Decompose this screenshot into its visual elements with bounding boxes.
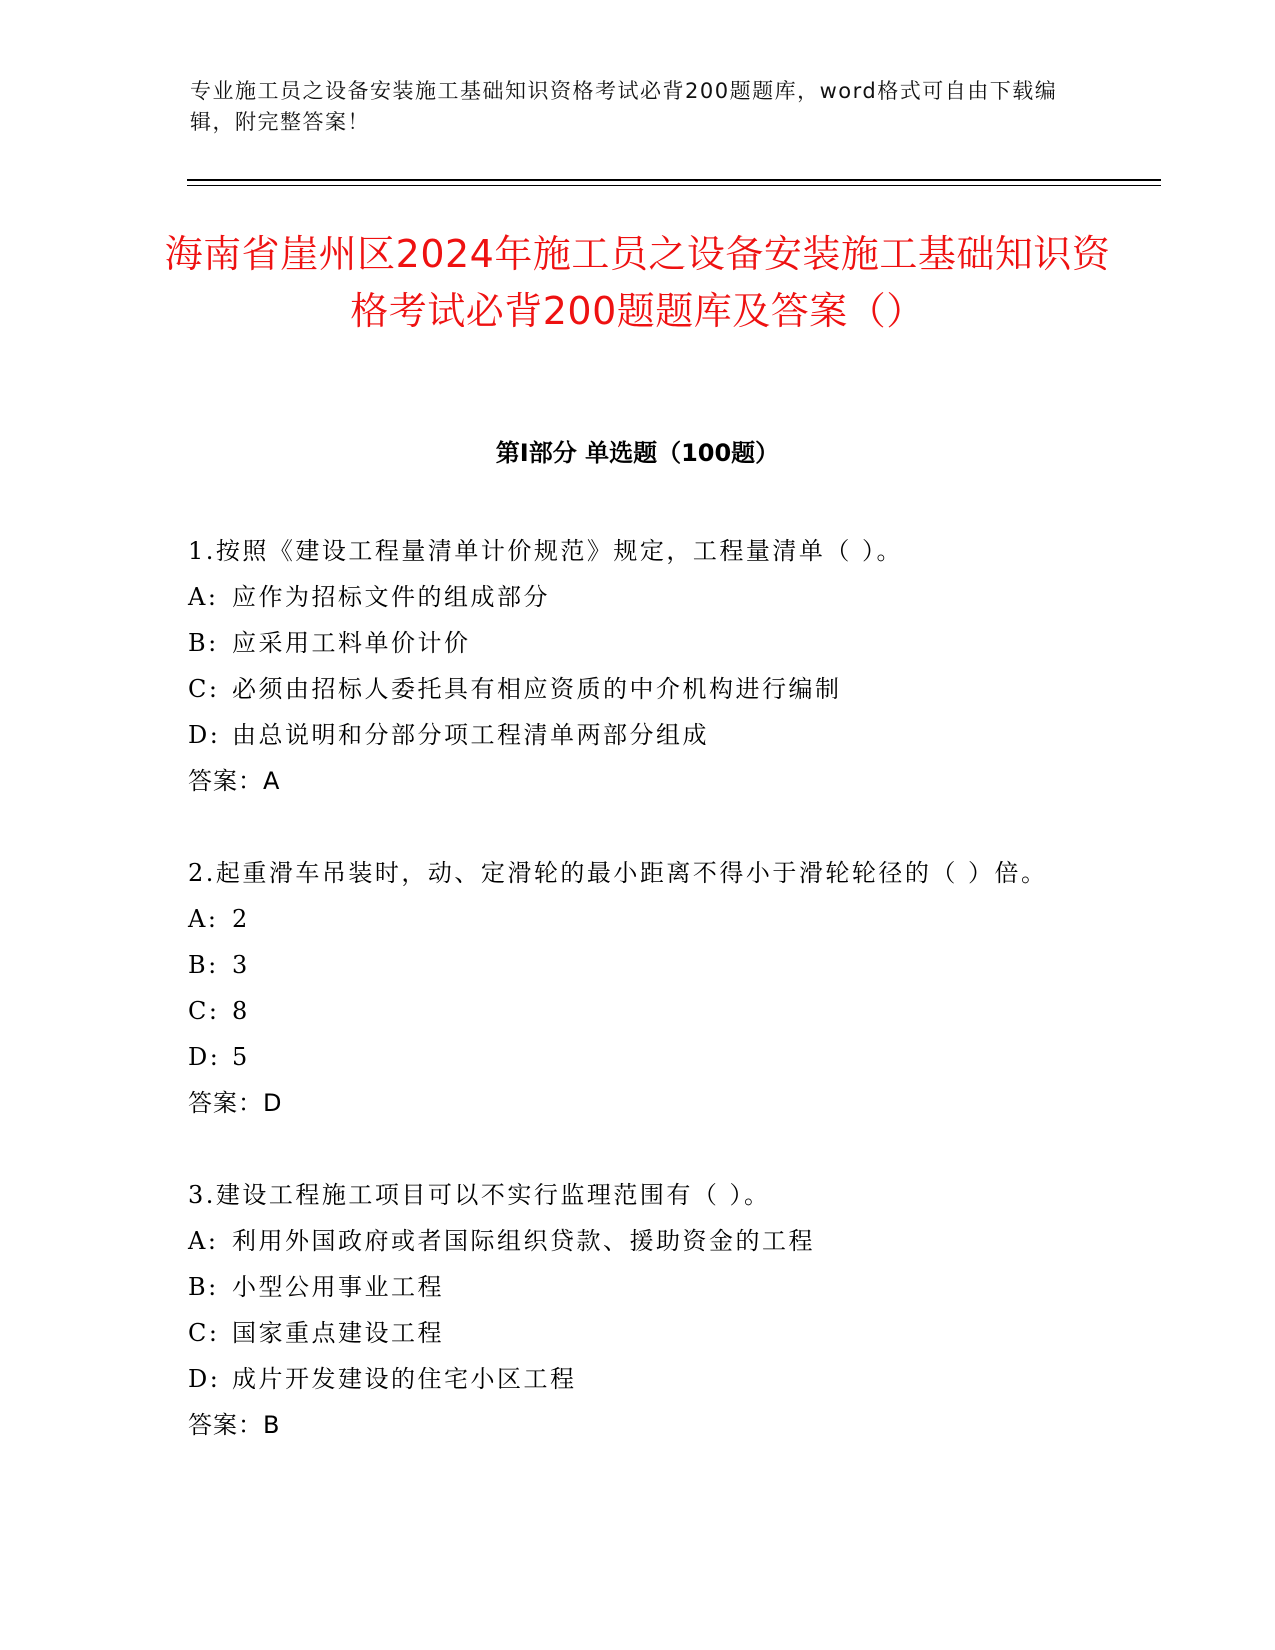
- option-text: 必须由招标人委托具有相应资质的中介机构进行编制: [232, 675, 842, 703]
- question-stem: 1.按照《建设工程量清单计价规范》规定，工程量清单（ ）。: [188, 537, 904, 565]
- question-1: [188, 528, 1088, 804]
- header-divider-thin: [187, 185, 1161, 186]
- option-text: 由总说明和分部分项工程清单两部分组成: [232, 721, 709, 749]
- option-letter: A:: [188, 583, 219, 611]
- option-d: [188, 1034, 1088, 1080]
- header-divider-thick: [187, 179, 1161, 181]
- option-letter: B:: [188, 629, 219, 657]
- section-heading: 第Ⅰ部分 单选题（100题）: [495, 439, 780, 467]
- question-3: [188, 1172, 1088, 1448]
- option-text: 国家重点建设工程: [232, 1319, 444, 1347]
- option-letter: D:: [188, 721, 221, 749]
- option-text: 5: [232, 1043, 250, 1071]
- option-letter: A:: [188, 905, 219, 933]
- option-text: 应作为招标文件的组成部分: [232, 583, 550, 611]
- option-c: [188, 1310, 1088, 1356]
- answer-line: 答案：D: [188, 1089, 283, 1117]
- option-a: [188, 574, 1088, 620]
- option-c: [188, 988, 1088, 1034]
- option-d: [188, 712, 1088, 758]
- option-text: 8: [232, 997, 250, 1025]
- option-b: [188, 942, 1088, 988]
- option-letter: D:: [188, 1043, 221, 1071]
- option-letter: C:: [188, 1319, 220, 1347]
- option-a: [188, 896, 1088, 942]
- option-letter: D:: [188, 1365, 221, 1393]
- option-b: [188, 1264, 1088, 1310]
- answer-line: 答案：B: [188, 1411, 281, 1439]
- option-letter: C:: [188, 675, 220, 703]
- option-letter: B:: [188, 951, 219, 979]
- option-a: [188, 1218, 1088, 1264]
- question-stem: 3.建设工程施工项目可以不实行监理范围有（ ）。: [188, 1181, 771, 1209]
- option-text: 利用外国政府或者国际组织贷款、援助资金的工程: [232, 1227, 815, 1255]
- option-letter: A:: [188, 1227, 219, 1255]
- question-list: [188, 528, 1088, 1494]
- header-note: 专业施工员之设备安装施工基础知识资格考试必背200题题库，word格式可自由下载编辑，附完整答案！: [190, 79, 1058, 134]
- question-stem: 2.起重滑车吊装时，动、定滑轮的最小距离不得小于滑轮轮径的（ ）倍。: [188, 859, 1048, 887]
- document-title: 海南省崖州区2024年施工员之设备安装施工基础知识资格考试必背200题题库及答案（）: [164, 232, 1111, 333]
- answer-line: 答案：A: [188, 767, 281, 795]
- option-b: [188, 620, 1088, 666]
- question-2: [188, 850, 1088, 1126]
- option-text: 3: [232, 951, 250, 979]
- option-letter: B:: [188, 1273, 219, 1301]
- option-text: 2: [232, 905, 250, 933]
- option-text: 小型公用事业工程: [232, 1273, 444, 1301]
- option-d: [188, 1356, 1088, 1402]
- option-c: [188, 666, 1088, 712]
- option-letter: C:: [188, 997, 220, 1025]
- option-text: 应采用工料单价计价: [232, 629, 471, 657]
- option-text: 成片开发建设的住宅小区工程: [232, 1365, 577, 1393]
